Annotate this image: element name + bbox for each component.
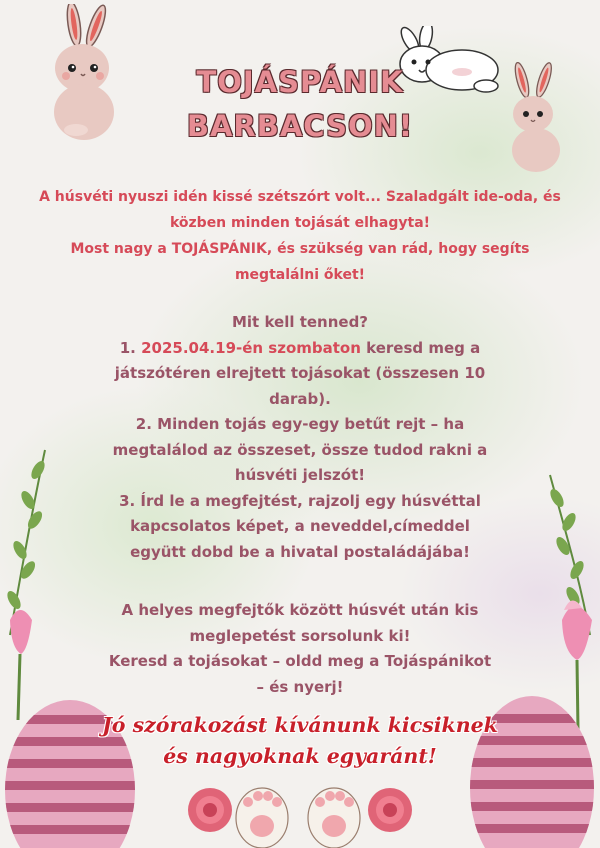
- event-date: 2025.04.19-én szombaton: [141, 338, 361, 357]
- intro-line-3-pre: Most nagy a: [70, 241, 172, 257]
- intro-line-4: megtalálni őket!: [234, 267, 366, 283]
- intro-line-3: [20, 236, 580, 262]
- closing-message: [0, 710, 600, 772]
- step-3-line-2: kapcsolatos képet, a neveddel,címeddel: [130, 517, 470, 535]
- step-2-line-1: 2. Minden tojás egy-egy betűt rejt – ha: [135, 415, 465, 433]
- bunny-feet-icon: [228, 772, 368, 848]
- outro-text: [58, 598, 542, 700]
- intro-text: [20, 184, 580, 288]
- title-line-1: TOJÁSPÁNIK: [196, 65, 404, 99]
- step-2-line-3: húsvéti jelszót!: [234, 466, 366, 484]
- step-1-number: 1.: [119, 338, 142, 357]
- closing-line-1: Jó szórakozást kívánunk kicsiknek: [102, 713, 498, 737]
- outro-line-3: Keresd a tojásokat – oldd meg a Tojáspánikot: [108, 652, 492, 670]
- instructions: [58, 310, 542, 565]
- intro-line-3-post: , és szükség van rád, hogy segíts: [266, 241, 530, 257]
- closing-line-2: és nagyoknak egyaránt!: [163, 744, 437, 768]
- step-2-line-2: megtalálod az összeset, össze tudod rakni a: [112, 440, 488, 459]
- intro-highlight: TOJÁSPÁNIK: [171, 241, 267, 257]
- step-3-line-1: 3. Írd le a megfejtést, rajzolj egy húsvéttal: [119, 491, 481, 510]
- rose-icon: [360, 780, 420, 840]
- intro-line-2: közben minden tojását elhagyta!: [169, 215, 431, 231]
- instructions-heading: Mit kell tenned?: [231, 313, 369, 331]
- outro-line-4: – és nyerj!: [256, 677, 344, 696]
- step-1-line-2: játszótéren elrejtett tojásokat (összesen 10: [114, 364, 486, 382]
- outro-line-1: A helyes megfejtők között húsvét után kis: [121, 601, 479, 619]
- title-line-2: BARBACSON!: [186, 109, 414, 143]
- step-1-line-3: darab).: [269, 389, 331, 408]
- step-3-line-3: együtt dobd be a hivatal postaládájába!: [130, 542, 470, 561]
- intro-line-1: A húsvéti nyuszi idén kissé szétszórt volt... Szaladgált ide-oda, és: [39, 189, 561, 205]
- page-title: [0, 60, 600, 148]
- step-1-text: keresd meg a: [360, 338, 481, 357]
- step-1-line-1: [58, 336, 542, 362]
- outro-line-2: meglepetést sorsolunk ki!: [189, 626, 411, 645]
